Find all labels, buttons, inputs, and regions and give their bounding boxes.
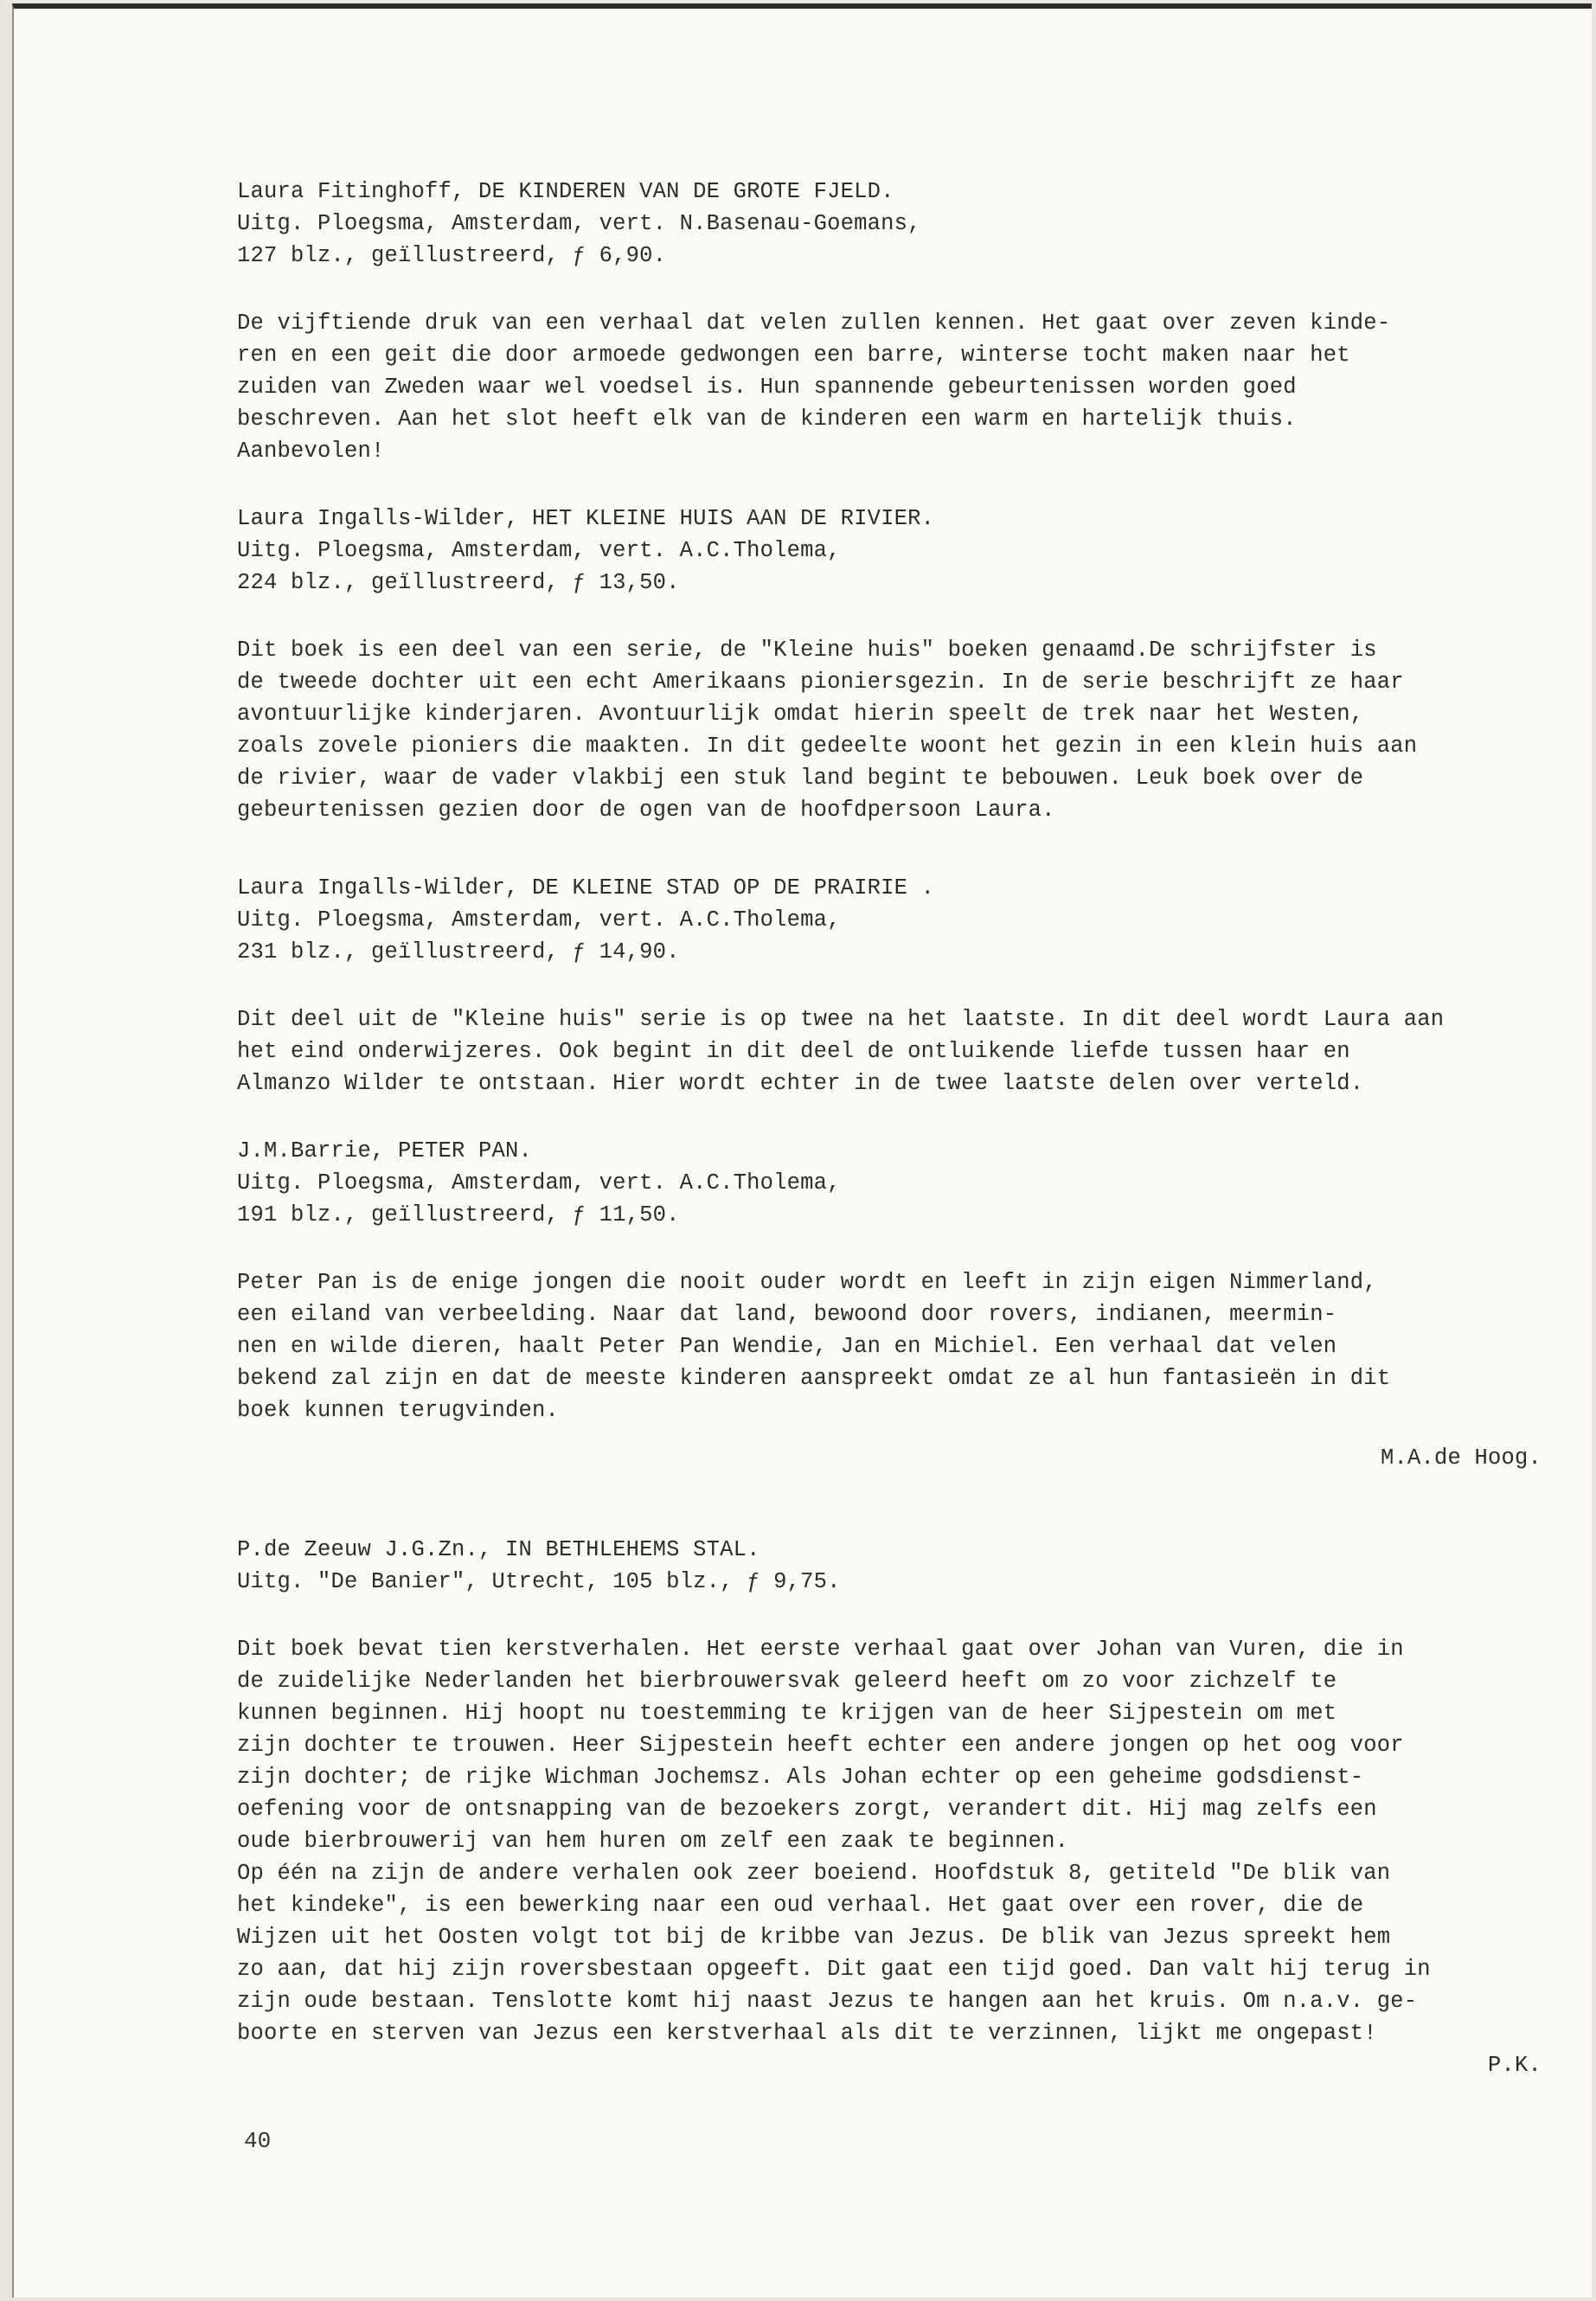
review-line: het kindeke", is een bewerking naar een oud verhaal. Het gaat over een rover, die de [237,1893,1364,1918]
review-line: de zuidelijke Nederlanden het bierbrouwersvak geleerd heeft om zo voor zichzelf te [237,1669,1337,1694]
document-page [12,3,1592,2298]
pages-price-line: 231 blz., geïllustreerd, ƒ 14,90. [237,939,680,965]
review-line: zoals zovele pioniers die maakten. In dit gedeelte woont het gezin in een klein huis aan [237,734,1418,759]
review-line: Dit deel uit de "Kleine huis" serie is op twee na het laatste. In dit deel wordt Laura aan [237,1007,1445,1032]
book-entry-heading [237,176,1526,272]
review-line: oefening voor de ontsnapping van de bezoekers zorgt, verandert dit. Hij mag zelfs een [237,1797,1377,1822]
review-line: Dit boek bevat tien kerstverhalen. Het eerste verhaal gaat over Johan van Vuren, die in [237,1637,1404,1662]
review-line: de tweede dochter uit een echt Amerikaans pioniersgezin. In de serie beschrijft ze haar [237,670,1404,695]
review-line: Aanbevolen! [237,439,385,464]
review-line: beschreven. Aan het slot heeft elk van de kinderen een warm en hartelijk thuis. [237,407,1297,432]
book-title-line: Laura Ingalls-Wilder, HET KLEINE HUIS AAN DE RIVIER. [237,506,935,531]
publisher-line: Uitg. Ploegsma, Amsterdam, vert. N.Basenau-Goemans, [237,211,921,236]
review-line: het eind onderwijzeres. Ook begint in dit deel de ontluikende liefde tussen haar en [237,1039,1350,1064]
review-line: zijn dochter te trouwen. Heer Sijpestein heeft echter een andere jongen op het oog voor [237,1733,1404,1758]
book-entry-heading [237,872,1526,968]
review-line: kunnen beginnen. Hij hoopt nu toestemming te krijgen van de heer Sijpestein om met [237,1701,1337,1726]
page-content [237,176,1542,2081]
review-line: Dit boek is een deel van een serie, de "Kleine huis" boeken genaamd.De schrijfster is [237,638,1377,663]
publisher-line: Uitg. Ploegsma, Amsterdam, vert. A.C.Tholema, [237,907,841,933]
review-line: boek kunnen terugvinden. [237,1398,560,1423]
review-line: ren en een geit die door armoede gedwongen een barre, winterse tocht maken naar het [237,343,1350,368]
book-entry-heading [237,1534,1526,1598]
review-line: bekend zal zijn en dat de meeste kinderen aanspreekt omdat ze al hun fantasieën in dit [237,1366,1391,1391]
review-line: Op één na zijn de andere verhalen ook zeer boeiend. Hoofdstuk 8, getiteld "De blik van [237,1861,1391,1886]
review-line: Wijzen uit het Oosten volgt tot bij de kribbe van Jezus. De blik van Jezus spreekt hem [237,1925,1391,1950]
book-review [237,1266,1542,1474]
book-review [237,1633,1542,2081]
review-line: zuiden van Zweden waar wel voedsel is. Hun spannende gebeurtenissen worden goed [237,375,1297,400]
pages-price-line: 127 blz., geïllustreerd, ƒ 6,90. [237,243,667,268]
review-line: Peter Pan is de enige jongen die nooit ouder wordt en leeft in zijn eigen Nimmerland, [237,1270,1377,1295]
review-line: oude bierbrouwerij van hem huren om zelf een zaak te beginnen. [237,1829,1069,1854]
book-entry-heading [237,503,1526,599]
reviewer-signature: P.K. [1487,2053,1542,2078]
book-review [237,1003,1526,1099]
review-line: nen en wilde dieren, haalt Peter Pan Wendie, Jan en Michiel. Een verhaal dat velen [237,1334,1337,1359]
review-line: zijn oude bestaan. Tenslotte komt hij naast Jezus te hangen aan het kruis. Om n.a.v. ge- [237,1989,1418,2014]
review-line: een eiland van verbeelding. Naar dat land, bewoond door rovers, indianen, meermin- [237,1302,1337,1327]
publisher-line: Uitg. "De Banier", Utrecht, 105 blz., ƒ 9,75. [237,1569,841,1594]
publisher-line: Uitg. Ploegsma, Amsterdam, vert. A.C.Tholema, [237,1170,841,1195]
pages-price-line: 191 blz., geïllustreerd, ƒ 11,50. [237,1202,680,1227]
book-title-line: Laura Fitinghoff, DE KINDEREN VAN DE GROTE FJELD. [237,179,894,204]
book-entry-heading [237,1135,1526,1231]
page-number: 40 [244,2128,272,2154]
review-line: Almanzo Wilder te ontstaan. Hier wordt echter in de twee laatste delen over verteld. [237,1071,1364,1096]
review-line: boorte en sterven van Jezus een kerstverhaal als dit te verzinnen, lijkt me ongepast! [237,2021,1377,2046]
review-line: de rivier, waar de vader vlakbij een stuk land begint te bebouwen. Leuk boek over de [237,766,1364,791]
review-line: gebeurtenissen gezien door de ogen van de hoofdpersoon Laura. [237,798,1055,823]
book-review [237,307,1526,467]
review-line: zijn dochter; de rijke Wichman Jochemsz. Als Johan echter op een geheime godsdienst- [237,1765,1364,1790]
review-line: avontuurlijke kinderjaren. Avontuurlijk omdat hierin speelt de trek naar het Westen, [237,702,1364,727]
review-line: zo aan, dat hij zijn roversbestaan opgeeft. Dit gaat een tijd goed. Dan valt hij terug in [237,1957,1431,1982]
review-line: De vijftiende druk van een verhaal dat velen zullen kennen. Het gaat over zeven kinde- [237,311,1391,336]
book-title-line: Laura Ingalls-Wilder, DE KLEINE STAD OP DE PRAIRIE . [237,875,935,901]
book-title-line: P.de Zeeuw J.G.Zn., IN BETHLEHEMS STAL. [237,1537,760,1562]
book-review [237,634,1526,826]
pages-price-line: 224 blz., geïllustreerd, ƒ 13,50. [237,570,680,595]
reviewer-signature: M.A.de Hoog. [1380,1445,1542,1471]
publisher-line: Uitg. Ploegsma, Amsterdam, vert. A.C.Tholema, [237,538,841,563]
book-title-line: J.M.Barrie, PETER PAN. [237,1138,533,1163]
